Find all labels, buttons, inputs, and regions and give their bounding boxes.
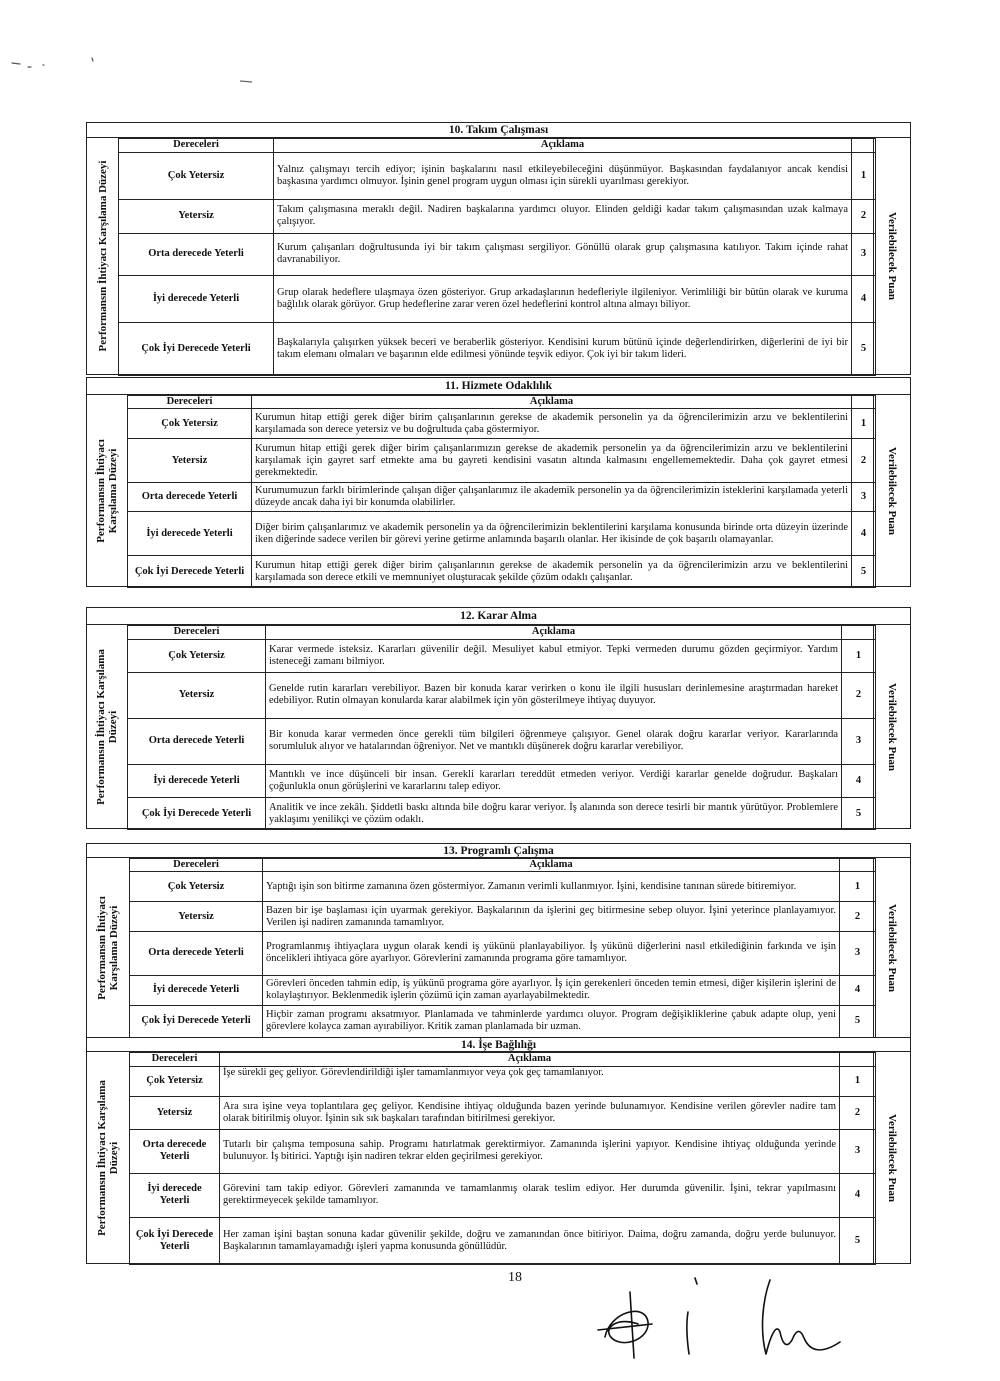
point-cell: 3: [840, 932, 876, 975]
level-cell: Çok Yetersiz: [128, 639, 266, 673]
section-title: 10. Takım Çalışması: [87, 123, 910, 138]
score-label: [873, 395, 910, 586]
table-row: [128, 556, 876, 588]
point-cell: 2: [852, 439, 876, 483]
criteria-table: [127, 625, 876, 830]
levels-header: Dereceleri: [130, 1053, 220, 1067]
description-cell: Takım çalışmasına meraklı değil. Nadiren başkalarına yardımcı oluyor. Elinden geldiği kadar takım çalışmasından uzak kalmaya çalışıyor.: [274, 200, 852, 234]
performance-level-label: [87, 395, 127, 586]
table-row: [130, 1173, 876, 1217]
section-title: 12. Karar Alma: [87, 608, 910, 625]
point-cell: 2: [842, 673, 876, 718]
score-label-text: Verilebilecek Puan: [886, 212, 898, 300]
point-cell: 2: [840, 902, 876, 932]
point-cell: 1: [842, 639, 876, 673]
score-label: [873, 858, 910, 1037]
left-label-line: Performansın İhtiyacı: [95, 438, 107, 543]
description-cell: Analitik ve ince zekâlı. Şiddetli baskı altında bile doğru karar veriyor. İş alanında son derece tesirli bir mantık yürütüyor. Problemlere yaklaşımı yenilikçi ve çözüm odaklı.: [266, 798, 842, 830]
description-cell: Her zaman işini baştan sonuna kadar güvenilir şekilde, doğru ve zamanından önce bitiriyor. Daima, doğru zamanda, doğru yerde bulunuyor. Başkalarının tamamlayamadığı işleri yapma konusunda gönüllüdür.: [220, 1217, 840, 1264]
criteria-table: [129, 858, 876, 1038]
score-label-text: Verilebilecek Puan: [886, 1113, 898, 1202]
description-cell: Bir konuda karar vermeden önce gerekli tüm bilgileri öğrenmeye çalışıyor. Genel olarak doğru kararlar veriyor. Kararlarında sorumluluk alıyor ve hatalarından öğreniyor. Net ve mantıklı düşünerek doğru kararlar verebiliyor.: [266, 718, 842, 764]
point-cell: 1: [840, 1066, 876, 1096]
left-label-line: Düzeyi: [108, 1141, 120, 1174]
table-row: [130, 1217, 876, 1264]
point-cell: 4: [840, 1173, 876, 1217]
point-cell: 3: [840, 1129, 876, 1173]
table-row: [128, 639, 876, 673]
scan-speck-icon: [238, 76, 258, 86]
level-cell: Orta derecede Yeterli: [130, 932, 263, 975]
table-header-row: [128, 396, 876, 409]
level-cell: Çok Yetersiz: [130, 1066, 220, 1096]
levels-header: Dereceleri: [128, 396, 252, 409]
description-cell: Genelde rutin kararları verebiliyor. Bazen bir konuda karar verirken o konu ile ilgili hususları derinlemesine araştırmadan hareket edebiliyor. Rutin olmayan konularda karar alabilmek için yön gösterilmeye ihtiyaç duyuyor.: [266, 673, 842, 718]
point-cell: 4: [840, 975, 876, 1005]
point-cell: 4: [852, 275, 876, 322]
criteria-table: [127, 395, 876, 588]
table-row: [130, 902, 876, 932]
description-cell: Yaptığı işin son bitirme zamanına özen göstermiyor. Zamanın verimli kullanmıyor. İşini, kendisine tanınan sürede bitiremiyor.: [263, 872, 840, 902]
level-cell: Orta derecede Yeterli: [119, 233, 274, 275]
point-cell: 2: [852, 200, 876, 234]
section-title: 11. Hizmete Odaklılık: [87, 378, 910, 395]
table-header-row: [128, 626, 876, 640]
description-cell: Ara sıra işine veya toplantılara geç geliyor. Kendisine ihtiyaç olduğunda bazen yerinde bulunamıyor. Kendisine verilen görevler nadire tam olarak bitirilmiş oluyor. İşinin sık sık başkaları tarafından bitirilmesi gerekiyor.: [220, 1097, 840, 1130]
point-cell: 1: [852, 152, 876, 199]
level-cell: Çok İyi Derecede Yeterli: [119, 323, 274, 376]
description-cell: Kurumun hitap ettiği gerek diğer birim çalışanlarının gerekse de akademik personelin ya da öğrencilerimizin arzu ve beklentilerini karşılamada son derece yetersiz ve bu doğrultuda çaba göstermiyor.: [252, 409, 852, 439]
performance-level-label: [87, 858, 129, 1037]
section-takim-calismasi: [86, 122, 911, 375]
level-cell: Çok Yetersiz: [128, 409, 252, 439]
left-label-line: Performansın İhtiyacı Karşılama Düzeyi: [96, 160, 109, 352]
description-cell: Bazen bir işe başlaması için uyarmak gerekiyor. Başkalarının da işlerini geç bitirmesine sebep oluyor. İşini yeterince planlayamıyor. Verilen işi nadiren zamanında tamamlıyor.: [263, 902, 840, 932]
table-row: [119, 152, 876, 199]
level-cell: Yetersiz: [128, 673, 266, 718]
description-cell: Grup olarak hedeflere ulaşmaya özen gösteriyor. Grup arkadaşlarının hedefleriyle ilgileniyor. Verimliliği bir bütün olarak ve kuruma bağlılık olarak görüyor. Grup hedeflerine zarar veren özel hedeflerini kontrol altına almayı biliyor.: [274, 275, 852, 322]
left-label-line: Performansın İhtiyacı: [96, 895, 108, 1000]
table-row: [128, 718, 876, 764]
score-label-text: Verilebilecek Puan: [886, 446, 898, 535]
table-row: [130, 1066, 876, 1096]
criteria-table: [118, 138, 876, 376]
description-cell: Hiçbir zaman programı aksatmıyor. Planlamada ve tahminlerde yardımcı oluyor. Program değişikliklerine çabuk adapte olup, yeni görevlere kolayca zaman ayırabiliyor. Kritik zaman planlamada bir uzman.: [263, 1005, 840, 1037]
performance-level-label: [87, 1052, 129, 1263]
table-row: [130, 975, 876, 1005]
level-cell: Yetersiz: [128, 439, 252, 483]
table-row: [130, 1097, 876, 1130]
level-cell: Çok Yetersiz: [130, 872, 263, 902]
table-row: [128, 798, 876, 830]
point-cell: 3: [852, 233, 876, 275]
point-cell: 5: [852, 323, 876, 376]
section-ise-bagliligi: [86, 1037, 911, 1264]
level-cell: Çok İyi Derecede Yeterli: [130, 1005, 263, 1037]
point-cell: 2: [840, 1097, 876, 1130]
point-cell: 1: [852, 409, 876, 439]
score-label: [873, 138, 910, 374]
level-cell: Orta derecede Yeterli: [128, 718, 266, 764]
description-header: Açıklama: [274, 139, 852, 153]
description-cell: Programlanmış ihtiyaçlara uygun olarak kendi iş yükünü planlayabiliyor. İş yükünü diğerlerini nasıl etkilediğinin farkında ve işin öncelikleri ihtiyaca göre ayarlıyor. Görevlerini zamanında programa göre tamamlıyor.: [263, 932, 840, 975]
description-header: Açıklama: [263, 859, 840, 872]
levels-header: Dereceleri: [128, 626, 266, 640]
table-row: [119, 233, 876, 275]
section-karar-alma: [86, 607, 911, 829]
left-label-line: Karşılama Düzeyi: [108, 905, 120, 990]
left-label-line: Performansın İhtiyacı Karşılama: [95, 648, 107, 805]
table-header-row: [119, 139, 876, 153]
table-row: [128, 512, 876, 556]
table-row: [128, 409, 876, 439]
level-cell: Çok Yetersiz: [119, 152, 274, 199]
level-cell: Orta derecede Yeterli: [130, 1129, 220, 1173]
description-header: Açıklama: [252, 396, 852, 409]
score-label: [873, 1052, 910, 1263]
description-cell: Mantıklı ve ince düşünceli bir insan. Gerekli kararları tereddüt etmeden veriyor. Verdiği kararlar genelde doğrudur. Başkaları çoğunlukla onun görüşlerini ve kararlarını talep ediyor.: [266, 764, 842, 798]
left-label-line: Düzeyi: [107, 710, 119, 743]
level-cell: Çok İyi Derecede Yeterli: [128, 798, 266, 830]
score-label: [873, 625, 910, 828]
description-cell: Görevini tam takip ediyor. Görevleri zamanında ve tamamlanmış olarak teslim ediyor. Her durumda güvenilir. İşini, tekrar yapılmasını gerektirmeyecek şekilde tamamlıyor.: [220, 1173, 840, 1217]
table-row: [128, 764, 876, 798]
level-cell: İyi derecede Yeterli: [130, 975, 263, 1005]
description-cell: İşe sürekli geç geliyor. Görevlendirildiği işler tamamlanmıyor veya çok geç tamamlanıyor.: [220, 1066, 840, 1096]
point-cell: 4: [842, 764, 876, 798]
left-label-line: Karşılama Düzeyi: [107, 448, 119, 533]
table-row: [130, 932, 876, 975]
description-cell: Tutarlı bir çalışma temposuna sahip. Programı hatırlatmak gerektirmiyor. Zamanında işlerini yapıyor. Kendisine ihtiyaç olduğunda yerinde bulunuyor. İş bitirici. Yaptığı işin nadiren tekrar elden geçirilmesi gerekiyor.: [220, 1129, 840, 1173]
table-row: [128, 483, 876, 512]
table-row: [119, 200, 876, 234]
table-row: [119, 323, 876, 376]
performance-level-label: [87, 625, 127, 828]
left-label-line: Performansın İhtiyacı Karşılama: [96, 1079, 108, 1236]
point-cell: 5: [840, 1005, 876, 1037]
point-cell: 3: [852, 483, 876, 512]
table-row: [130, 1005, 876, 1037]
levels-header: Dereceleri: [119, 139, 274, 153]
section-programli-calisma: [86, 843, 911, 1037]
criteria-table: [129, 1052, 876, 1265]
table-row: [130, 1129, 876, 1173]
level-cell: İyi derecede Yeterli: [130, 1173, 220, 1217]
level-cell: İyi derecede Yeterli: [128, 512, 252, 556]
description-header: Açıklama: [266, 626, 842, 640]
section-title: 14. İşe Bağlılığı: [87, 1038, 910, 1052]
level-cell: Yetersiz: [130, 902, 263, 932]
description-cell: Kurumun hitap ettiği gerek diğer birim çalışanlarımızın gerekse de akademik personelin ya da öğrencilerimizin arzu ve beklentilerini karşılamak için gayret sarf etmekte ama bu gayreti kendisini vasatın altında kalmasını engellememektedir. Daha çok gayret etmesi gerekmektedir.: [252, 439, 852, 483]
description-cell: Başkalarıyla çalışırken yüksek beceri ve beraberlik gösteriyor. Kendisini kurum bütünü içinde değerlendirirken, diğerlerini de iyi bir takım elemanı olmaları ve başarının elde edilmesi yönünde teşvik ediyor. Çok iyi bir takım lideri.: [274, 323, 852, 376]
point-cell: 5: [842, 798, 876, 830]
section-title: 13. Programlı Çalışma: [87, 844, 910, 858]
table-header-row: [130, 1053, 876, 1067]
description-header: Açıklama: [220, 1053, 840, 1067]
level-cell: Orta derecede Yeterli: [128, 483, 252, 512]
score-label-text: Verilebilecek Puan: [886, 682, 898, 771]
description-cell: Kurumun hitap ettiği gerek diğer birim çalışanlarının gerekse de akademik personelin ya da öğrencilerimizin arzu ve beklentilerini karşılamada son derece etkili ve memnuniyet oluşturacak şekilde çözüm odaklı çalışanlar.: [252, 556, 852, 588]
table-header-row: [130, 859, 876, 872]
point-cell: 3: [842, 718, 876, 764]
point-cell: 5: [852, 556, 876, 588]
level-cell: Yetersiz: [130, 1097, 220, 1130]
description-cell: Yalnız çalışmayı tercih ediyor; işinin başkalarını nasıl etkileyebileceğini düşünmüyor. Başkasından faydalanıyor ancak kendisi başkasına yardımcı olmuyor. İşinin genel program uygun olması için sürekli uyarılması gerekiyor.: [274, 152, 852, 199]
point-cell: 1: [840, 872, 876, 902]
level-cell: Çok İyi Derecede Yeterli: [128, 556, 252, 588]
table-row: [128, 439, 876, 483]
description-cell: Diğer birim çalışanlarımız ve akademik personelin ya da öğrencilerimizin beklentilerini karşılama konusunda birinde orta düzeyin üzerinde iken diğerinde sadece verilen bir görevi yerine getirme anlamında başarılı olanlar. Her ikisinde de çok başarılı olamayanlar.: [252, 512, 852, 556]
point-cell: 4: [852, 512, 876, 556]
point-cell: 5: [840, 1217, 876, 1264]
handwritten-initials-icon: [590, 1262, 890, 1372]
table-row: [119, 275, 876, 322]
description-cell: Görevleri önceden tahmin edip, iş yükünü programa göre ayarlıyor. İş için gerekenleri önceden temin etmesi, diğer kişilerin işlerini de kolaylaştırıyor. Beklenmedik işlerin çözümü için zaman ayarlayabilmektedir.: [263, 975, 840, 1005]
performance-level-label: [87, 138, 118, 374]
level-cell: Yetersiz: [119, 200, 274, 234]
scan-speck-icon: [8, 55, 108, 85]
table-row: [130, 872, 876, 902]
level-cell: Çok İyi Derecede Yeterli: [130, 1217, 220, 1264]
levels-header: Dereceleri: [130, 859, 263, 872]
description-cell: Kurum çalışanları doğrultusunda iyi bir takım çalışması sergiliyor. Gönüllü olarak grup çalışmasına katılıyor. Takım içinde rahat davranabiliyor.: [274, 233, 852, 275]
section-hizmete-odaklilik: [86, 377, 911, 587]
level-cell: İyi derecede Yeterli: [128, 764, 266, 798]
page-number: 18: [508, 1270, 522, 1285]
description-cell: Karar vermede isteksiz. Kararları güvenilir değil. Mesuliyet kabul etmiyor. Tepki vermeden durumu gözden geçirmiyor. Yardım isteneceği zamanı bilmiyor.: [266, 639, 842, 673]
table-row: [128, 673, 876, 718]
level-cell: İyi derecede Yeterli: [119, 275, 274, 322]
score-label-text: Verilebilecek Puan: [886, 903, 898, 992]
description-cell: Kurumumuzun farklı birimlerinde çalışan diğer çalışanlarımız ile akademik personelin ya da öğrencilerimizin isteklerini karşılamada yeterli düzeyde ancak daha iyi bir konumda olabilirler.: [252, 483, 852, 512]
